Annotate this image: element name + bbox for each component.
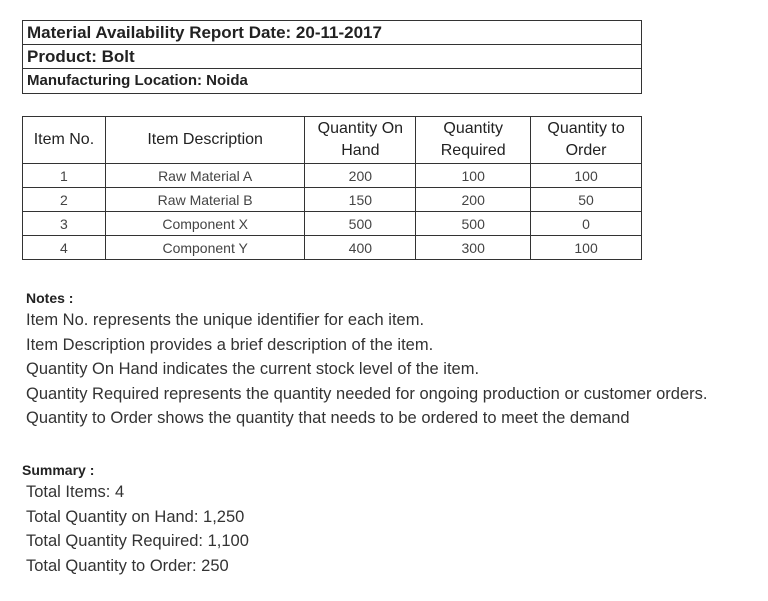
cell-quantity-on-hand: 200: [305, 164, 416, 188]
cell-quantity-to-order: 50: [531, 188, 642, 212]
cell-quantity-to-order: 100: [531, 236, 642, 260]
report-header: [22, 20, 642, 94]
summary-line: Total Items: 4: [26, 483, 125, 501]
cell-item-description: Component Y: [105, 236, 305, 260]
col-quantity-required: Quantity Required: [416, 117, 531, 164]
cell-item-no: 1: [23, 164, 106, 188]
note-line: Quantity Required represents the quantity needed for ongoing production or customer orders.: [26, 384, 708, 403]
cell-item-no: 3: [23, 212, 106, 236]
note-line: Item Description provides a brief description of the item.: [26, 335, 434, 354]
table-row: [23, 164, 642, 188]
table-row: [23, 188, 642, 212]
summary-line: Total Quantity to Order: 250: [26, 556, 229, 575]
table-row: [23, 212, 642, 236]
cell-quantity-on-hand: 400: [305, 236, 416, 260]
cell-quantity-to-order: 0: [531, 212, 642, 236]
cell-item-no: 4: [23, 236, 106, 260]
material-table: [22, 116, 642, 260]
product-name: Product: Bolt: [23, 45, 641, 69]
summary-section: [22, 460, 249, 578]
cell-quantity-required: 200: [416, 188, 531, 212]
cell-item-description: Component X: [105, 212, 305, 236]
cell-quantity-required: 500: [416, 212, 531, 236]
note-line: Quantity On Hand indicates the current stock level of the item.: [26, 360, 480, 378]
note-line: Quantity to Order shows the quantity that needs to be ordered to meet the demand: [26, 409, 630, 427]
table-row: [23, 236, 642, 260]
cell-quantity-on-hand: 500: [305, 212, 416, 236]
col-quantity-to-order: Quantity to Order: [531, 117, 642, 164]
cell-quantity-required: 100: [416, 164, 531, 188]
cell-item-description: Raw Material B: [105, 188, 305, 212]
cell-item-description: Raw Material A: [105, 164, 305, 188]
col-item-description: Item Description: [105, 117, 305, 164]
report-date: Material Availability Report Date: 20-11-2017: [23, 21, 641, 45]
manufacturing-location: Manufacturing Location: Noida: [27, 72, 248, 89]
notes-section: [26, 288, 708, 431]
summary-line: Total Quantity Required: 1,100: [26, 532, 249, 550]
cell-item-no: 2: [23, 188, 106, 212]
notes-title: Notes :: [26, 290, 74, 306]
summary-line: Total Quantity on Hand: 1,250: [26, 507, 245, 526]
cell-quantity-on-hand: 150: [305, 188, 416, 212]
col-quantity-on-hand: Quantity On Hand: [305, 117, 416, 164]
table-header-row: [23, 117, 642, 164]
cell-quantity-required: 300: [416, 236, 531, 260]
cell-quantity-to-order: 100: [531, 164, 642, 188]
note-line: Item No. represents the unique identifier for each item.: [26, 311, 425, 329]
col-item-no: Item No.: [23, 117, 106, 164]
summary-title: Summary :: [22, 462, 95, 478]
